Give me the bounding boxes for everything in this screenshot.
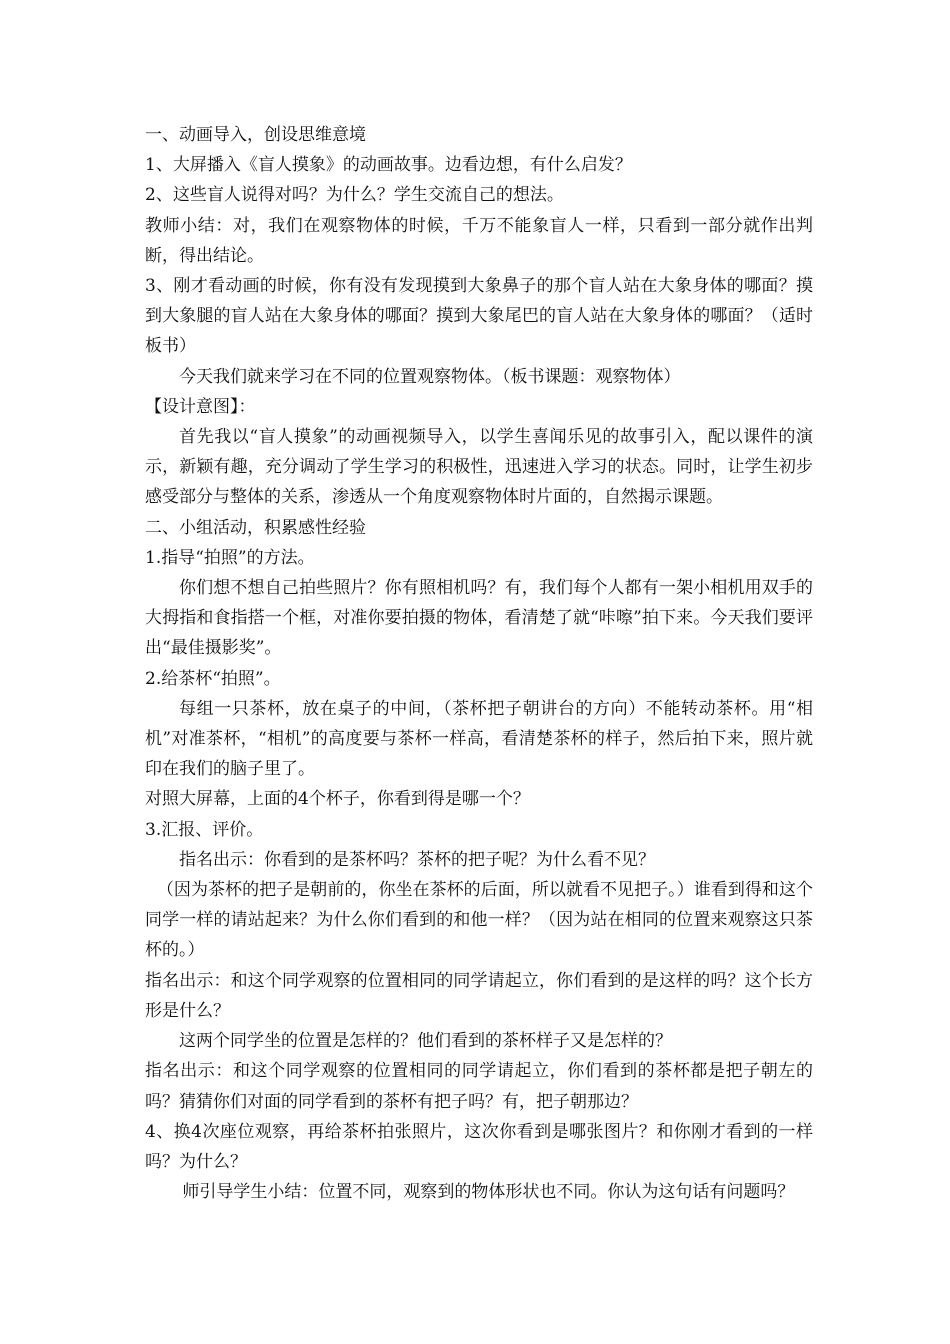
paragraph: （因为茶杯的把子是朝前的，你坐在茶杯的后面，所以就看不见把子。）谁看到得和这个同学一样的请站起来？为什么你们看到的和他一样？（因为站在相同的位置来观察这只茶杯的。） (145, 880, 813, 961)
paragraph: 每组一只茶杯，放在桌子的中间，（茶杯把子朝讲台的方向）不能转动茶杯。用“相机”对准茶杯，“相机”的高度要与茶杯一样高，看清楚茶杯的样子，然后拍下来，照片就印在我们的脑子里了。 (145, 698, 813, 780)
paragraph: 2、这些盲人说得对吗？为什么？学生交流自己的想法。 (145, 185, 564, 206)
paragraph: 1、大屏播入《盲人摸象》的动画故事。边看边想，有什么启发？ (145, 155, 632, 176)
paragraph: 教师小结：对，我们在观察物体的时候，千万不能象盲人一样，只看到一部分就作出判断，得出结论。 (145, 215, 813, 266)
paragraph: 今天我们就来学习在不同的位置观察物体。（板书课题：观察物体） (179, 366, 681, 387)
paragraph: 指名出示：和这个同学观察的位置相同的同学请起立，你们看到的是这样的吗？这个长方形是什么？ (145, 970, 813, 1021)
paragraph: 你们想不想自己拍些照片？你有照相机吗？有，我们每个人都有一架小相机用双手的大拇指和食指搭一个框，对准你要拍摄的物体，看清楚了就“咔嚓”拍下来。今天我们要评出“最佳摄影奖”。 (145, 578, 813, 659)
paragraph: 2.给茶杯“拍照”。 (145, 668, 281, 689)
section-heading-1: 一、动画导入，创设思维意境 (145, 125, 366, 145)
section-heading-2: 二、小组活动，积累感性经验 (145, 517, 366, 538)
paragraph: 4、换4次座位观察，再给茶杯拍张照片，这次你看到是哪张图片？和你刚才看到的一样吗？为什么？ (145, 1121, 813, 1172)
paragraph: 师引导学生小结：位置不同，观察到的物体形状也不同。你认为这句话有问题吗？ (182, 1182, 795, 1203)
paragraph: 指名出示：你看到的是茶杯吗？茶杯的把子呢？为什么看不见？ (179, 849, 655, 870)
design-intent-heading: 【设计意图】： (145, 396, 256, 417)
paragraph: 这两个同学坐的位置是怎样的？他们看到的茶杯样子又是怎样的？ (179, 1031, 672, 1052)
paragraph: 3、刚才看动画的时候，你有没有发现摸到大象鼻子的那个盲人站在大象身体的哪面？摸到大象腿的盲人站在大象身体的哪面？摸到大象尾巴的盲人站在大象身体的哪面？（适时板书） (145, 276, 813, 357)
paragraph: 1.指导“拍照”的方法。 (145, 547, 315, 568)
paragraph: 3.汇报、评价。 (145, 819, 264, 840)
paragraph: 指名出示：和这个同学观察的位置相同的同学请起立，你们看到的茶杯都是把子朝左的吗？猜猜你们对面的同学看到的茶杯有把子吗？有，把子朝那边？ (145, 1061, 813, 1112)
paragraph: 首先我以“盲人摸象”的动画视频导入，以学生喜闻乐见的故事引入，配以课件的演示，新颖有趣，充分调动了学生学习的积极性，迅速进入学习的状态。同时，让学生初步感受部分与整体的关系，渗透从一个角度观察物体时片面的，自然揭示课题。 (145, 427, 813, 508)
paragraph: 对照大屏幕，上面的4个杯子，你看到得是哪一个？ (145, 789, 530, 810)
document-body (145, 120, 813, 1207)
